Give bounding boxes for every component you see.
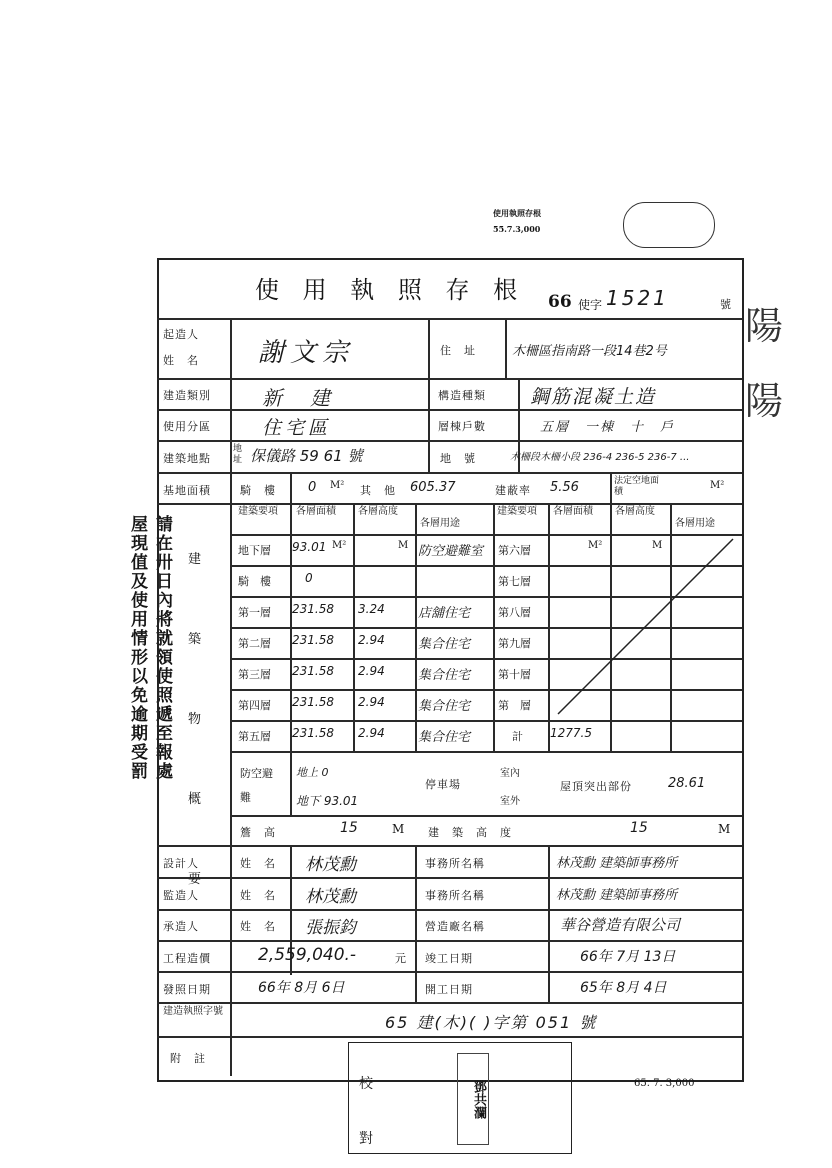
check-col2: 對 <box>359 1131 373 1147</box>
eaves-label: 簷 高 <box>240 826 276 839</box>
start-label: 開工日期 <box>425 983 473 996</box>
rule <box>157 877 742 879</box>
eaves-unit: M <box>392 822 405 836</box>
designer-name: 林茂勳 <box>305 855 356 875</box>
rule <box>428 378 430 472</box>
ratio-value: 5.56 <box>550 480 579 495</box>
supervisor-name: 林茂勳 <box>305 887 356 907</box>
legal-label: 法定空地面積 <box>614 476 660 497</box>
floor-row-use: 集合住宅 <box>418 668 471 683</box>
ratio-label: 建蔽率 <box>495 484 531 497</box>
designer-name-label: 姓 名 <box>240 857 276 870</box>
lot-label: 地 號 <box>440 452 476 465</box>
archive-stamp-line1: 使用執照存根 <box>493 208 541 218</box>
site-label: 建築地點 <box>163 452 211 465</box>
shelter-label: 防空避難 <box>240 767 273 804</box>
rule <box>157 909 742 911</box>
check-stamp: 鄧共瀾 <box>457 1053 489 1145</box>
remarks-label: 附 註 <box>170 1052 206 1065</box>
contractor-office-label: 營造廠名稱 <box>425 920 485 933</box>
parking-outdoor: 室外 <box>500 796 520 807</box>
roof-value: 28.61 <box>668 776 706 791</box>
floor-row-area: 231.58 <box>292 633 334 647</box>
applicant-address: 木柵區指南路一段14巷2号 <box>512 344 667 359</box>
rule <box>230 751 742 753</box>
building-height-unit: M <box>718 822 731 836</box>
floor-row-height: 2.94 <box>358 695 385 709</box>
floor-row-name: 第三層 <box>238 668 271 681</box>
other-value: 605.37 <box>410 480 456 495</box>
th-area: 各層面積 <box>296 506 336 517</box>
cost-value: 2,559,040.- <box>258 945 357 965</box>
th-item: 建築要項 <box>238 506 278 517</box>
roof-label: 屋頂突出部份 <box>560 780 632 793</box>
site-sub-label: 地址 <box>233 444 243 465</box>
finish-label: 竣工日期 <box>425 952 473 965</box>
rule <box>157 378 742 380</box>
floor-row-area: 93.01 <box>292 540 327 554</box>
supervisor-office: 林茂勳 建築師事務所 <box>556 888 678 903</box>
rule <box>157 409 742 411</box>
floor-row-area: 231.58 <box>292 602 334 616</box>
arcade-value: 0 <box>308 480 317 495</box>
right-margin-char-0: 陽 <box>745 304 784 348</box>
floor-row-use: 防空避難室 <box>418 544 484 559</box>
floor-row-area2: 1277.5 <box>550 726 592 740</box>
th-area2: 各層面積 <box>553 506 593 517</box>
th-height2: 各層高度 <box>615 506 655 517</box>
rule <box>157 318 742 320</box>
applicant-name: 謝文宗 <box>258 338 355 368</box>
building-section-label: 建 築 物 概 要 <box>188 552 202 887</box>
left-note-col1: 請在卅日內將就領使照遞至報處 <box>152 515 172 781</box>
supervisor-role: 監造人 <box>163 889 199 902</box>
archive-stamp-oval <box>623 202 715 248</box>
check-box <box>348 1042 572 1154</box>
shelter-above: 地上 0 <box>296 766 329 779</box>
floor-row-area: 0 <box>305 571 313 585</box>
contractor-name-label: 姓 名 <box>240 920 276 933</box>
floor-row-height: 2.94 <box>358 664 385 678</box>
permit-ref-label: 建造執照字號 <box>163 1006 223 1017</box>
right-margin-chars <box>745 295 825 425</box>
contractor-office: 華谷營造有限公司 <box>560 916 681 934</box>
parking-indoor: 室內 <box>500 768 520 779</box>
rule <box>157 503 742 505</box>
unit-area: M² <box>332 540 347 551</box>
rule <box>157 440 742 442</box>
building-height-value: 15 <box>630 820 648 836</box>
archive-stamp <box>493 200 723 250</box>
floor-row-name: 第四層 <box>238 699 271 712</box>
finish-date: 66年 7月 13日 <box>580 949 676 965</box>
issue-date: 66年 8月 6日 <box>258 980 345 996</box>
supervisor-name-label: 姓 名 <box>240 889 276 902</box>
rule <box>353 503 355 751</box>
floor-row-name2: 第九層 <box>498 637 531 650</box>
permit-suffix: 號 <box>720 298 731 311</box>
zoning-value: 住宅區 <box>262 417 332 439</box>
floor-row-name2: 第七層 <box>498 575 531 588</box>
floor-row-use: 集合住宅 <box>418 699 471 714</box>
arcade-label: 騎 樓 <box>240 484 276 497</box>
designer-office-label: 事務所名稱 <box>425 857 485 870</box>
rule <box>505 318 507 378</box>
construction-type: 新 建 <box>262 386 334 410</box>
rule <box>428 318 430 378</box>
applicant-label-top: 起造人 <box>163 328 199 341</box>
eaves-value: 15 <box>340 820 358 836</box>
area-label: 基地面積 <box>163 484 211 497</box>
address-label: 住 址 <box>440 344 476 357</box>
rule <box>157 940 742 942</box>
floor-row-height: 3.24 <box>358 602 385 616</box>
floor-row-name2: 第六層 <box>498 544 531 557</box>
site-address: 保儀路 59 61 號 <box>250 447 363 465</box>
rule <box>157 971 742 973</box>
cancel-diagonal <box>548 534 742 718</box>
floor-row-name2: 第 層 <box>498 699 531 712</box>
building-height-label: 建 築 高 度 <box>428 826 512 839</box>
legal-unit: M² <box>710 480 725 491</box>
rule <box>230 815 742 817</box>
unit-area2: M² <box>588 540 603 551</box>
cost-label: 工程造價 <box>163 952 211 965</box>
rule <box>230 318 232 1076</box>
th-item2: 建築要項 <box>497 506 537 517</box>
floor-row-name: 地下層 <box>238 544 271 557</box>
structure-label: 構造種類 <box>438 389 486 402</box>
rule <box>157 472 742 474</box>
arcade-unit: M² <box>330 480 345 491</box>
cost-unit: 元 <box>395 952 406 965</box>
other-label: 其 他 <box>360 484 396 497</box>
parking-label: 停車場 <box>425 778 461 791</box>
permit-ref-value: 65 建(木)( )字第 051 號 <box>385 1013 598 1032</box>
rule <box>157 845 742 847</box>
rule <box>157 1002 742 1004</box>
floor-row-name: 第一層 <box>238 606 271 619</box>
floor-row-area: 231.58 <box>292 695 334 709</box>
floor-row-use: 店舖住宅 <box>418 606 471 621</box>
start-date: 65年 8月 4日 <box>580 980 667 996</box>
supervisor-office-label: 事務所名稱 <box>425 889 485 902</box>
th-use: 各層用途 <box>420 518 460 529</box>
form-print-code: 65. 7. 3,000 <box>634 1078 695 1089</box>
unit-height: M <box>398 540 409 551</box>
construction-type-label: 建造類別 <box>163 389 211 402</box>
floor-row-name2: 第十層 <box>498 668 531 681</box>
floor-row-height: 2.94 <box>358 726 385 740</box>
rule <box>415 503 417 751</box>
th-use2: 各層用途 <box>675 518 715 529</box>
unit-height2: M <box>652 540 663 551</box>
lot-value: 木柵段木柵小段 236-4 236-5 236-7 ... <box>510 452 690 463</box>
zoning-label: 使用分區 <box>163 420 211 433</box>
designer-role: 設計人 <box>163 857 199 870</box>
floor-row-name2: 第八層 <box>498 606 531 619</box>
floor-row-area: 231.58 <box>292 664 334 678</box>
shelter-below: 地下 93.01 <box>296 794 359 808</box>
rule <box>157 1036 742 1038</box>
rule <box>493 503 495 751</box>
form-title: 使 用 執 照 存 根 <box>255 276 526 304</box>
th-height: 各層高度 <box>358 506 398 517</box>
floor-row-area: 231.58 <box>292 726 334 740</box>
permit-number: 1521 <box>606 286 669 310</box>
designer-office: 林茂勳 建築師事務所 <box>556 856 678 871</box>
rule <box>230 720 742 722</box>
floors-label: 層棟戶數 <box>438 420 486 433</box>
rule <box>415 845 417 1002</box>
right-margin-char-1: 陽 <box>745 379 784 423</box>
archive-stamp-line2: 55.7.3,000 <box>493 224 541 234</box>
permit-word: 使字 <box>578 298 603 312</box>
floor-row-name: 第五層 <box>238 730 271 743</box>
rule <box>548 845 550 1002</box>
issue-label: 發照日期 <box>163 983 211 996</box>
contractor-name: 張振鈞 <box>305 918 356 938</box>
contractor-role: 承造人 <box>163 920 199 933</box>
structure-type: 鋼筋混凝土造 <box>530 386 657 408</box>
floor-row-name: 騎 樓 <box>238 575 271 588</box>
left-note-col2: 屋現值及使用情形以免逾期受罰 <box>127 515 147 781</box>
floor-row-use: 集合住宅 <box>418 637 471 652</box>
floor-row-use: 集合住宅 <box>418 730 471 745</box>
floor-row-name: 第二層 <box>238 637 271 650</box>
check-col1: 校 <box>359 1076 373 1092</box>
floor-row-height: 2.94 <box>358 633 385 647</box>
floors-value: 五層 一棟 十 戶 <box>540 420 676 435</box>
floor-row-name2: 計 <box>512 730 523 743</box>
permit-year: 66 <box>548 292 572 312</box>
applicant-label-bottom: 姓 名 <box>163 354 199 367</box>
